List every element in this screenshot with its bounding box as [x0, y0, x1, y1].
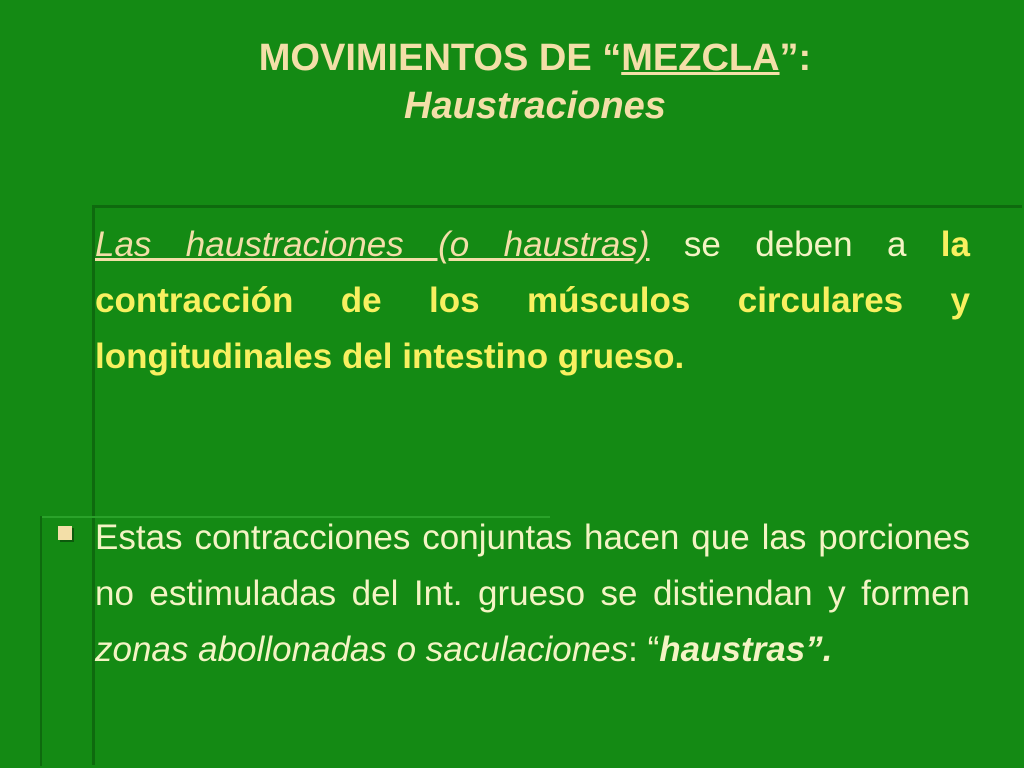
title-pre: MOVIMIENTOS DE “	[258, 37, 622, 79]
paragraph-haustraciones	[95, 217, 970, 385]
title-keyword: MEZCLA	[621, 37, 780, 79]
title-subtitle: Haustraciones	[404, 85, 666, 127]
bullet-strong: haustras”.	[659, 630, 833, 669]
slide-title	[90, 34, 980, 130]
decorative-line	[92, 205, 1022, 208]
bullet-after: : “	[628, 630, 660, 669]
bullet-paragraph	[95, 510, 970, 678]
paragraph-bold: la contracción de los músculos circulares y longitudinales del intestino grueso.	[95, 225, 970, 376]
bullet-text: Estas contracciones conjuntas hacen que las porciones no estimuladas del Int. grueso se distiendan y formen	[95, 518, 970, 613]
square-bullet-icon	[58, 526, 72, 540]
paragraph-mid: se deben a	[649, 225, 941, 264]
title-post: ”:	[779, 37, 812, 79]
decorative-line	[40, 516, 42, 766]
paragraph-lead: Las haustraciones (o haustras)	[95, 225, 650, 264]
bullet-italic: zonas abollonadas o saculaciones	[95, 630, 629, 669]
